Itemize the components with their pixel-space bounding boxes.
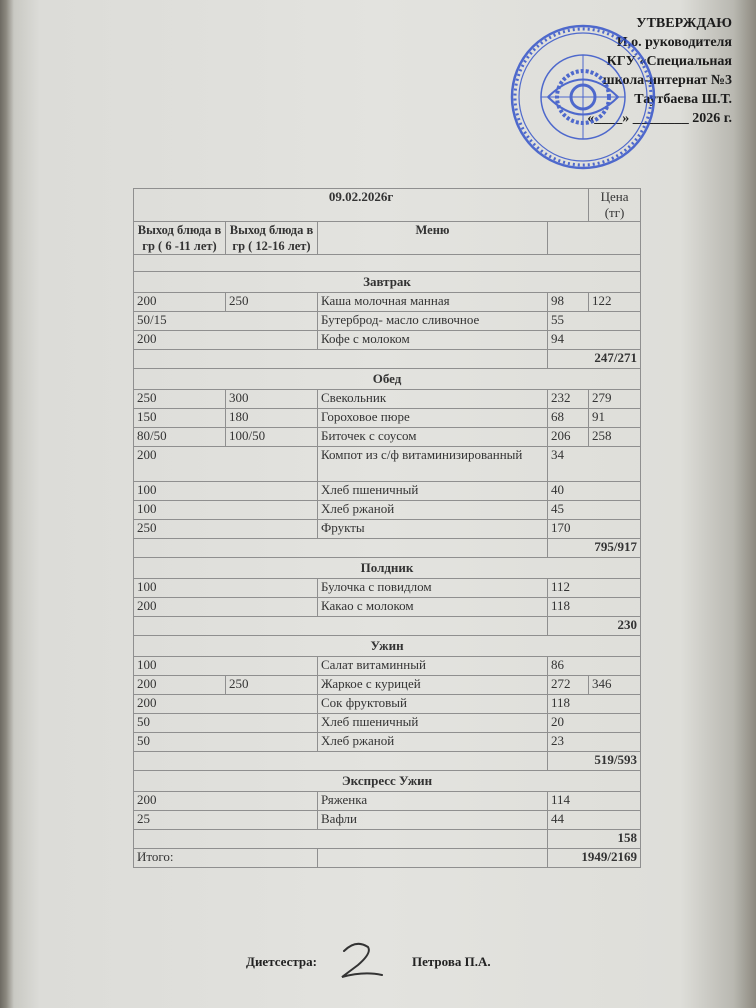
price-old: 258	[589, 428, 641, 447]
dish-name: Булочка с повидлом	[318, 579, 548, 598]
portion-young: 50/15	[134, 312, 318, 331]
dish-name: Гороховое пюре	[318, 409, 548, 428]
portion-young: 200	[134, 792, 318, 811]
price: 114	[548, 792, 641, 811]
column-portion-young: Выход блюда в гр ( 6 -11 лет)	[134, 222, 226, 255]
portion-old: 300	[226, 390, 318, 409]
approval-line: И.о. руководителя	[616, 35, 732, 50]
column-price-empty	[548, 222, 641, 255]
menu-date: 09.02.2026г	[134, 189, 589, 222]
portion-young: 150	[134, 409, 226, 428]
menu-item-row	[134, 390, 641, 409]
section-title: Полдник	[134, 558, 641, 579]
total-blank	[134, 617, 548, 636]
approval-line: Таутбаева Ш.Т.	[634, 92, 732, 107]
portion-young: 100	[134, 579, 318, 598]
price-young: 272	[548, 676, 589, 695]
menu-table	[133, 188, 641, 868]
dish-name: Свекольник	[318, 390, 548, 409]
portion-young: 25	[134, 811, 318, 830]
menu-item-row	[134, 676, 641, 695]
price: 118	[548, 695, 641, 714]
section-total: 230	[548, 617, 641, 636]
section-title: Экспресс Ужин	[134, 771, 641, 792]
dish-name: Хлеб пшеничный	[318, 482, 548, 501]
menu-item-row	[134, 811, 641, 830]
price-young: 68	[548, 409, 589, 428]
price-young: 232	[548, 390, 589, 409]
portion-young: 50	[134, 714, 318, 733]
price: 45	[548, 501, 641, 520]
portion-young: 50	[134, 733, 318, 752]
menu-item-row	[134, 520, 641, 539]
section-title: Завтрак	[134, 272, 641, 293]
column-portion-old: Выход блюда в гр ( 12-16 лет)	[226, 222, 318, 255]
portion-young: 100	[134, 501, 318, 520]
grand-total-row	[134, 849, 641, 868]
portion-young: 250	[134, 390, 226, 409]
approval-line: УТВЕРЖДАЮ	[636, 16, 732, 31]
section-header-row	[134, 272, 641, 293]
grand-total-blank	[318, 849, 548, 868]
total-blank	[134, 830, 548, 849]
handwritten-signature	[334, 939, 392, 981]
price: 112	[548, 579, 641, 598]
column-menu: Меню	[318, 222, 548, 255]
price: 44	[548, 811, 641, 830]
portion-young: 80/50	[134, 428, 226, 447]
section-total: 158	[548, 830, 641, 849]
menu-item-row	[134, 293, 641, 312]
portion-old: 180	[226, 409, 318, 428]
menu-item-row	[134, 714, 641, 733]
menu-item-row	[134, 733, 641, 752]
price: 86	[548, 657, 641, 676]
total-blank	[134, 350, 548, 369]
menu-item-row	[134, 428, 641, 447]
menu-item-row	[134, 447, 641, 482]
price-old: 346	[589, 676, 641, 695]
portion-young: 250	[134, 520, 318, 539]
official-seal-stamp	[508, 22, 658, 172]
portion-young: 200	[134, 695, 318, 714]
approval-line: школа-интернат №3	[602, 73, 732, 88]
menu-item-row	[134, 331, 641, 350]
spacer-row	[134, 255, 641, 272]
dish-name: Кофе с молоком	[318, 331, 548, 350]
price: 20	[548, 714, 641, 733]
signature-name: Петрова П.А.	[412, 954, 491, 969]
portion-old: 100/50	[226, 428, 318, 447]
price: 94	[548, 331, 641, 350]
section-total-row	[134, 617, 641, 636]
dish-name: Сок фруктовый	[318, 695, 548, 714]
section-title: Ужин	[134, 636, 641, 657]
portion-young: 100	[134, 482, 318, 501]
section-header-row	[134, 369, 641, 390]
dish-name: Хлеб ржаной	[318, 733, 548, 752]
portion-young: 200	[134, 676, 226, 695]
signature-label: Диетсестра:	[246, 954, 317, 969]
dish-name: Какао с молоком	[318, 598, 548, 617]
price-old: 279	[589, 390, 641, 409]
grand-total-value: 1949/2169	[548, 849, 641, 868]
section-total-row	[134, 350, 641, 369]
dish-name: Вафли	[318, 811, 548, 830]
price-young: 98	[548, 293, 589, 312]
dish-name: Хлеб пшеничный	[318, 714, 548, 733]
section-total-row	[134, 830, 641, 849]
menu-item-row	[134, 482, 641, 501]
section-title: Обед	[134, 369, 641, 390]
menu-item-row	[134, 598, 641, 617]
section-total: 519/593	[548, 752, 641, 771]
approval-line: КГУ «Специальная	[606, 54, 732, 69]
menu-item-row	[134, 579, 641, 598]
section-header-row	[134, 771, 641, 792]
dish-name: Жаркое с курицей	[318, 676, 548, 695]
price: 40	[548, 482, 641, 501]
dish-name: Хлеб ржаной	[318, 501, 548, 520]
section-total-row	[134, 752, 641, 771]
dish-name: Фрукты	[318, 520, 548, 539]
dish-name: Бутерброд- масло сливочное	[318, 312, 548, 331]
section-total: 247/271	[548, 350, 641, 369]
price: 55	[548, 312, 641, 331]
portion-young: 100	[134, 657, 318, 676]
total-blank	[134, 539, 548, 558]
portion-young: 200	[134, 331, 318, 350]
menu-item-row	[134, 792, 641, 811]
menu-item-row	[134, 657, 641, 676]
section-header-row	[134, 636, 641, 657]
price-young: 206	[548, 428, 589, 447]
dish-name: Компот из с/ф витаминизированный	[318, 447, 548, 482]
portion-young: 200	[134, 447, 318, 482]
dish-name: Салат витаминный	[318, 657, 548, 676]
menu-item-row	[134, 501, 641, 520]
price-old: 91	[589, 409, 641, 428]
price-old: 122	[589, 293, 641, 312]
menu-item-row	[134, 312, 641, 331]
section-header-row	[134, 558, 641, 579]
dish-name: Биточек с соусом	[318, 428, 548, 447]
approval-line: «____» ________ 2026 г.	[587, 111, 732, 126]
grand-total-label: Итого:	[134, 849, 318, 868]
total-blank	[134, 752, 548, 771]
price-header: Цена (тг)	[589, 189, 641, 222]
dish-name: Ряженка	[318, 792, 548, 811]
section-total-row	[134, 539, 641, 558]
section-total: 795/917	[548, 539, 641, 558]
portion-young: 200	[134, 598, 318, 617]
dish-name: Каша молочная манная	[318, 293, 548, 312]
price: 118	[548, 598, 641, 617]
price: 23	[548, 733, 641, 752]
price: 170	[548, 520, 641, 539]
portion-young: 200	[134, 293, 226, 312]
menu-item-row	[134, 409, 641, 428]
menu-item-row	[134, 695, 641, 714]
portion-old: 250	[226, 676, 318, 695]
price: 34	[548, 447, 641, 482]
portion-old: 250	[226, 293, 318, 312]
